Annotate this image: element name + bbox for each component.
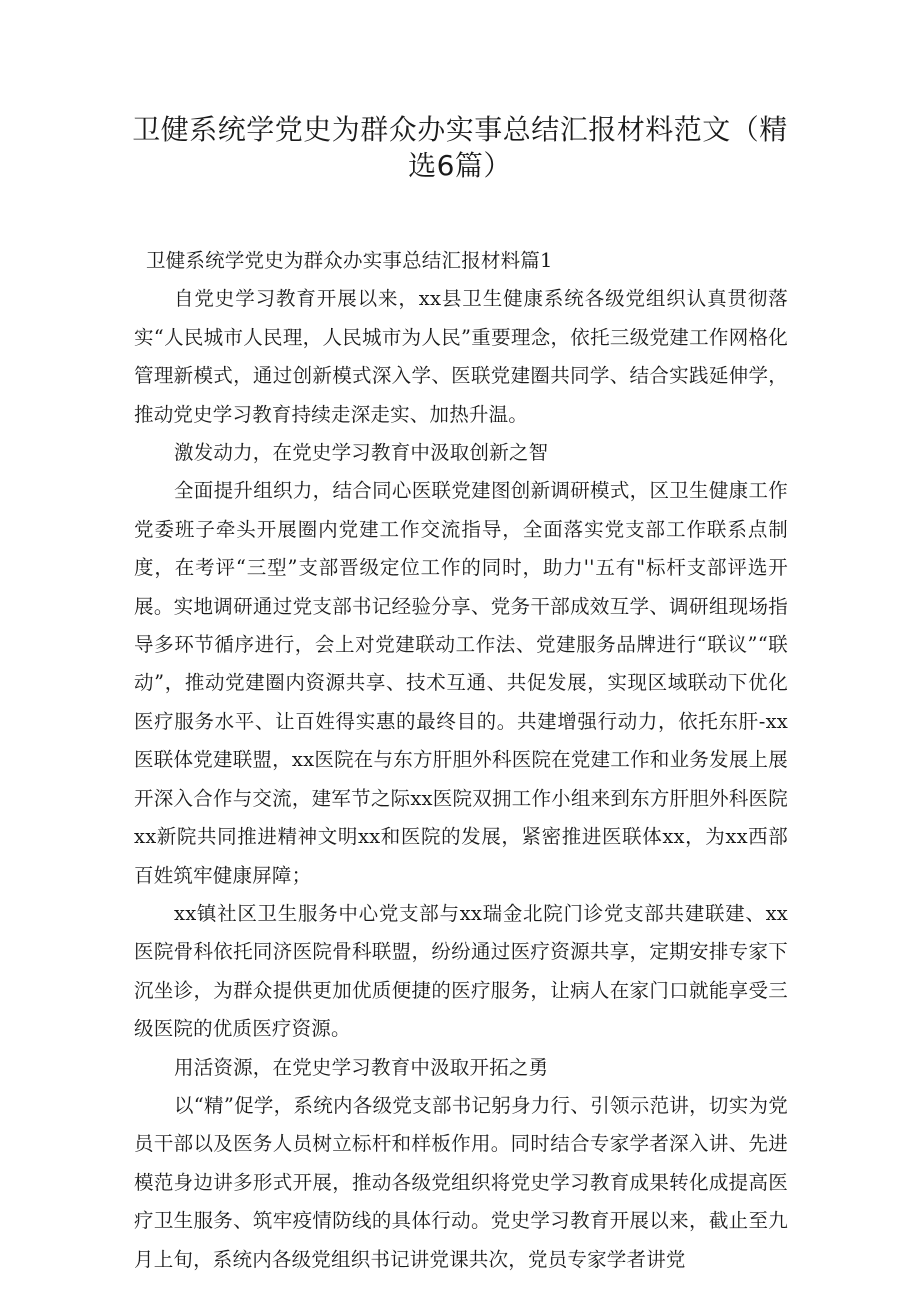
document-title: 卫健系统学党史为群众办实事总结汇报材料范文（精选6篇） xyxy=(132,113,788,182)
body-paragraph: 自党史学习教育开展以来，xx县卫生健康系统各级党组织认真贯彻落实“人民城市人民理，人民城市为人民”重要理念，依托三级党建工作网格化管理新模式，通过创新模式深入学、医联党建圈共同学、结合实践延伸学，推动党史学习教育持续走深走实、加热升温。 xyxy=(134,287,788,426)
body-paragraph: xx镇社区卫生服务中心党支部与xx瑞金北院门诊党支部共建联建、xx医院骨科依托同济医院骨科联盟，纷纷通过医疗资源共享，定期安排专家下沉坐诊，为群众提供更加优质便捷的医疗服务，让病人在家门口就能享受三级医院的优质医疗资源。 xyxy=(134,901,788,1041)
section-heading: 卫健系统学党史为群众办实事总结汇报材料篇1 xyxy=(146,249,553,272)
subheading-paragraph: 用活资源，在党史学习教育中汲取开拓之勇 xyxy=(174,1055,549,1079)
body-paragraph: 以“精”促学，系统内各级党支部书记躬身力行、引领示范讲，切实为党员干部以及医务人员树立标杆和样板作用。同时结合专家学者深入讲、先进模范身边讲多形式开展，推动各级党组织将党史学习教育成果转化成提高医疗卫生服务、筑牢疫情防线的具体行动。党史学习教育开展以来，截止至九月上旬，系统内各级党组织书记讲党课共次，党员专家学者讲党 xyxy=(134,1093,788,1271)
body-paragraph: 全面提升组织力，结合同心医联党建图创新调研模式，区卫生健康工作党委班子牵头开展圈内党建工作交流指导，全面落实党支部工作联系点制度，在考评“三型”支部晋级定位工作的同时，助力''五有"标杆支部评选开展。实地调研通过党支部书记经验分享、党务干部成效互学、调研组现场指导多环节循序进行，会上对党建联动工作法、党建服务品牌进行“联议”“联动”，推动党建圈内资源共享、技术互通、共促发展，实现区域联动下优化医疗服务水平、让百姓得实惠的最终目的。共建增强行动力，依托东肝-xx医联体党建联盟，xx医院在与东方肝胆外科医院在党建工作和业务发展上展开深入合作与交流，建军节之际xx医院双拥工作小组来到东方肝胆外科医院xx新院共同推进精神文明xx和医院的发展，紧密推进医联体xx，为xx西部百姓筑牢健康屏障； xyxy=(134,479,788,887)
document-body xyxy=(134,242,788,1279)
subheading-paragraph: 激发动力，在党史学习教育中汲取创新之智 xyxy=(174,441,549,465)
